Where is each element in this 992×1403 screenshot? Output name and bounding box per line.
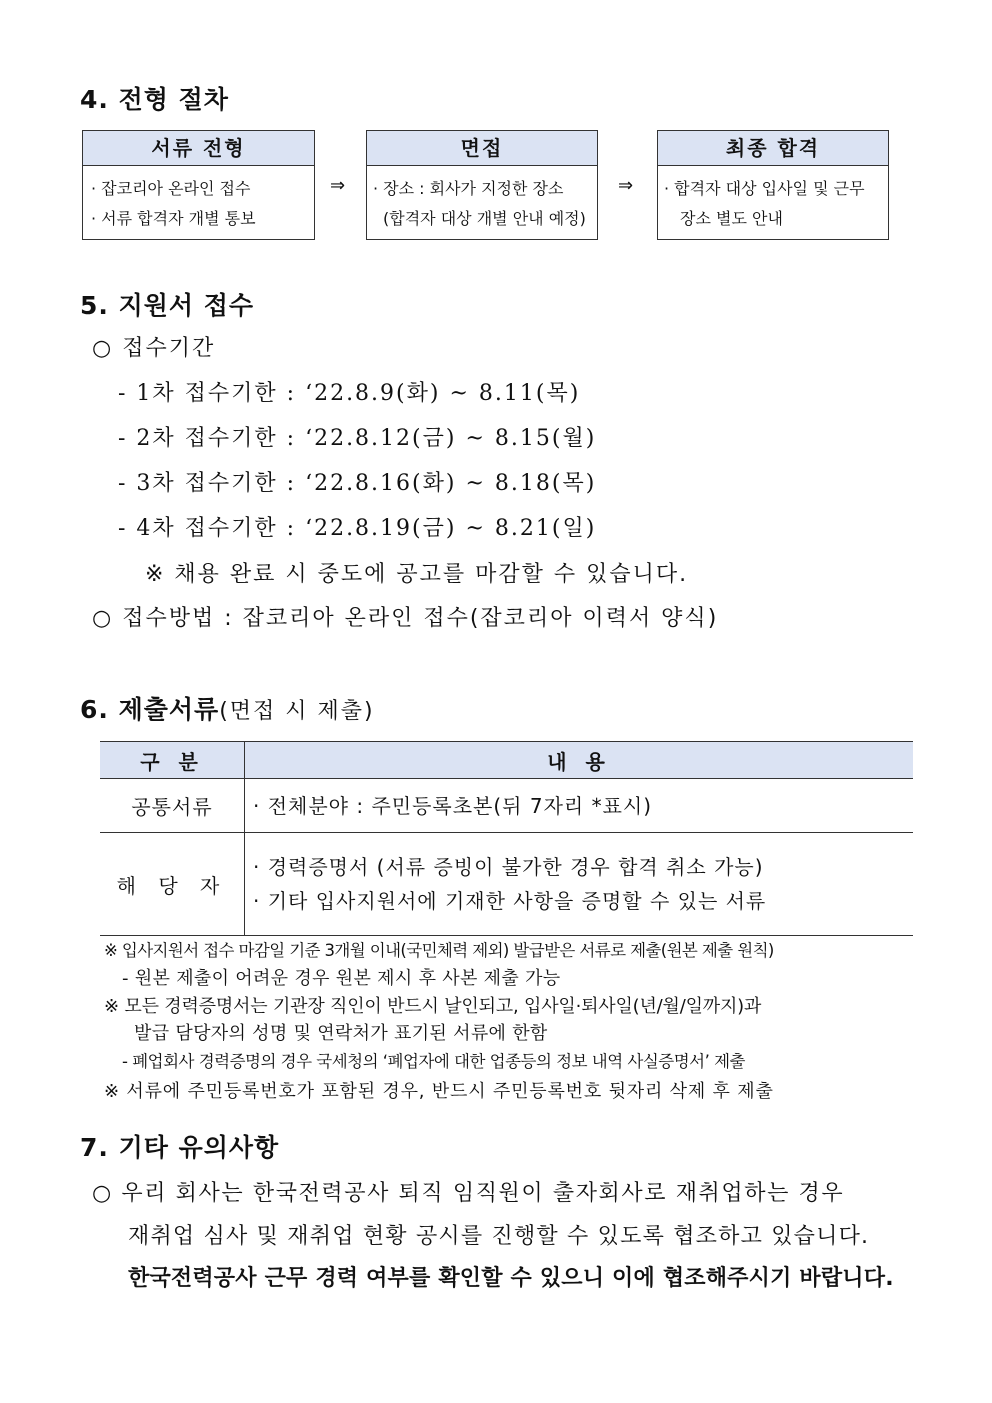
section-6-title-main: 6. 제출서류: [80, 695, 220, 724]
table-header: 구 분: [100, 742, 245, 779]
section-6-title: [80, 690, 375, 726]
notice-line-bold: 한국전력공사 근무 경력 여부를 확인할 수 있으니 이에 협조해주시기 바랍니다.: [128, 1266, 894, 1291]
step-title: 면접: [367, 131, 597, 166]
round-2: - 2차 접수기한 : ‘22.8.12(금) ~ 8.15(월): [118, 426, 597, 451]
note-line: - 원본 제출이 어려운 경우 원본 제시 후 사본 제출 가능: [122, 968, 561, 989]
section-5-title: 5. 지원서 접수: [80, 291, 255, 320]
note-line: 발급 담당자의 성명 및 연락처가 표기된 서류에 한함: [134, 1023, 548, 1044]
right-arrow-icon: ⇒: [618, 175, 634, 196]
note-line: - 폐업회사 경력증명의 경우 국세청의 ‘폐업자에 대한 업종등의 정보 내역 사실증명서’ 제출: [122, 1052, 745, 1071]
step-box-interview: [366, 130, 598, 240]
note-line: ※ 입사지원서 접수 마감일 기준 3개월 이내(국민체력 제외) 발급받은 서류로 제출(원본 제출 원칙): [104, 941, 774, 960]
section-4-title: 4. 전형 절차: [80, 85, 229, 114]
step-line: · 서류 합격자 개별 통보: [91, 209, 256, 228]
step-line: 장소 별도 안내: [680, 209, 783, 228]
round-3: - 3차 접수기한 : ‘22.8.16(화) ~ 8.18(목): [118, 471, 597, 496]
step-line: · 장소 : 회사가 지정한 장소: [373, 179, 564, 198]
table-row: [100, 779, 913, 833]
step-line: · 합격자 대상 입사일 및 근무: [664, 179, 865, 198]
row-line: · 전체분야 : 주민등록초본(뒤 7자리 *표시): [253, 793, 653, 818]
step-box-document: [82, 130, 315, 240]
right-arrow-icon: ⇒: [330, 175, 346, 196]
table-row: [100, 833, 913, 936]
documents-table: [100, 741, 913, 936]
note-line: ※ 모든 경력증명서는 기관장 직인이 반드시 날인되고, 입사일·퇴사일(년/월/일까지)과: [104, 996, 762, 1017]
step-title: 서류 전형: [83, 131, 314, 166]
step-title: 최종 합격: [658, 131, 888, 166]
row-line: · 경력증명서 (서류 증빙이 불가한 경우 합격 취소 가능): [253, 855, 764, 879]
row-label: 해 당 자: [100, 833, 245, 936]
round-4: - 4차 접수기한 : ‘22.8.19(금) ~ 8.21(일): [118, 516, 597, 541]
round-1: - 1차 접수기한 : ‘22.8.9(화) ~ 8.11(목): [118, 381, 581, 406]
section-7-title: 7. 기타 유의사항: [80, 1133, 280, 1162]
period-label: ○ 접수기간: [92, 336, 216, 361]
step-line: · 잡코리아 온라인 접수: [91, 179, 251, 198]
note-line: ※ 서류에 주민등록번호가 포함된 경우, 반드시 주민등록번호 뒷자리 삭제 후 제출: [104, 1081, 774, 1102]
table-header: 내 용: [245, 742, 914, 779]
method-line: ○ 접수방법 : 잡코리아 온라인 접수(잡코리아 이력서 양식): [92, 606, 719, 631]
row-label: 공통서류: [100, 779, 245, 833]
notice-line: ○ 우리 회사는 한국전력공사 퇴직 임직원이 출자회사로 재취업하는 경우: [92, 1181, 845, 1206]
section-6-title-sub: (면접 시 제출): [219, 699, 375, 724]
step-box-final: [657, 130, 889, 240]
closing-note: ※ 채용 완료 시 중도에 공고를 마감할 수 있습니다.: [145, 562, 689, 587]
row-line: · 기타 입사지원서에 기재한 사항을 증명할 수 있는 서류: [253, 889, 767, 913]
notice-line: 재취업 심사 및 재취업 현황 공시를 진행할 수 있도록 협조하고 있습니다.: [128, 1224, 870, 1249]
step-line: (합격자 대상 개별 안내 예정): [383, 209, 586, 228]
